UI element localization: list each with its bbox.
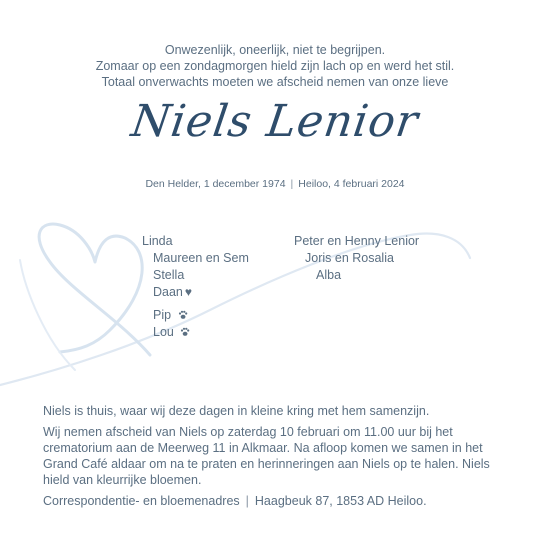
death-date: Heiloo, 4 februari 2024 bbox=[298, 178, 405, 190]
intro-text bbox=[0, 42, 550, 90]
family-member-row bbox=[142, 284, 249, 301]
date-separator: | bbox=[290, 178, 294, 190]
pet-row bbox=[142, 324, 249, 341]
family-left bbox=[142, 233, 249, 341]
address-line bbox=[43, 493, 513, 509]
family-member: Stella bbox=[153, 268, 185, 282]
family-right bbox=[294, 233, 419, 284]
body-paragraph: Wij nemen afscheid van Niels op zaterdag 10 februari om 11.00 uur bij het crematorium aan de Meerweg 11 in Alkmaar. Na afloop komen we samen in het Grand Café aldaar om na te praten en herinneringen aan Niels op te halen. Niels hield van kleurrijke bloemen. bbox=[43, 425, 490, 487]
heart-icon: ♥ bbox=[184, 285, 193, 299]
family-member: Alba bbox=[316, 268, 342, 282]
address-separator: | bbox=[245, 494, 249, 508]
pet-row bbox=[142, 307, 249, 324]
deceased-name: Niels Lenior bbox=[128, 96, 422, 147]
family-member: Joris en Rosalia bbox=[305, 251, 394, 265]
body-paragraph: Niels is thuis, waar wij deze dagen in kleine kring met hem samenzijn. bbox=[43, 404, 430, 418]
notice-body bbox=[43, 403, 513, 514]
paw-icon bbox=[178, 310, 188, 320]
life-dates bbox=[0, 178, 550, 190]
family-member: Maureen en Sem bbox=[153, 251, 249, 265]
pet-name: Lou bbox=[153, 325, 174, 339]
intro-line: Onwezenlijk, oneerlijk, niet te begrijpen. bbox=[164, 43, 386, 57]
address-value: Haagbeuk 87, 1853 AD Heiloo. bbox=[254, 494, 427, 508]
intro-line: Totaal onverwachts moeten we afscheid nemen van onze lieve bbox=[101, 75, 449, 89]
family-member: Linda bbox=[142, 234, 173, 248]
pets bbox=[142, 307, 249, 341]
family-member: Peter en Henny Lenior bbox=[294, 234, 420, 248]
intro-line: Zomaar op een zondagmorgen hield zijn lach op en werd het stil. bbox=[95, 59, 455, 73]
pet-name: Pip bbox=[153, 308, 172, 322]
birth-date: Den Helder, 1 december 1974 bbox=[145, 178, 286, 190]
address-label: Correspondentie- en bloemenadres bbox=[43, 494, 240, 508]
paw-icon bbox=[180, 327, 190, 337]
family-member: Daan bbox=[153, 285, 183, 299]
